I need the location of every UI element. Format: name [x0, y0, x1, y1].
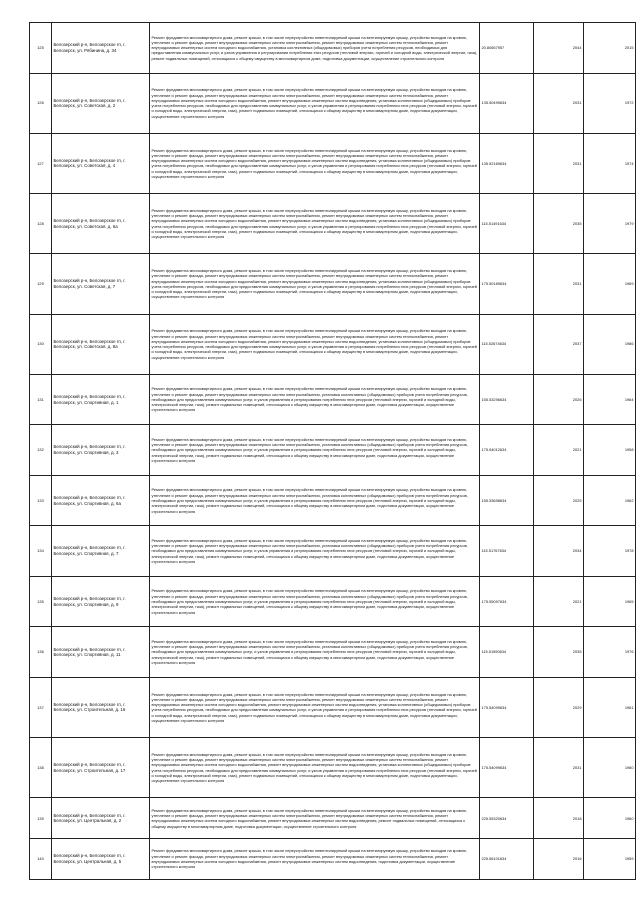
row-number-cell: 127 — [30, 133, 52, 193]
cost-cell: 225.55320634 — [480, 798, 534, 839]
address-cell: Белозерский р-н, Белозерское гп, г. Белозерск, ул. Спортивная, д. 9 — [52, 576, 150, 627]
cost-cell: 175.54099634 — [480, 738, 534, 798]
table-row — [30, 526, 636, 577]
address-cell: Белозерский р-н, Белозерское гп, г. Белозерск, ул. Строительная, д. 16 — [52, 677, 150, 737]
address-cell: Белозерский р-н, Белозерское гп, г. Белозерск, ул. Спортивная, д. 3 — [52, 425, 150, 476]
row-number-cell: 130 — [30, 314, 52, 374]
build-year-cell: 1960 — [584, 798, 636, 839]
works-list-cell: Ремонт фундамента многоквартирного дома, ремонт крыши, в том числе переустройство невентилируемой крыши на вентилируемую крышу, устройство выходов на кровлю, утепление и ремонт фасада, ремонт внутридомовых инженерных систем электроснабжения, ремонт внутридомовых инженерных систем теплоснабжения, ремонт внутридомовых инженерных систем холодного водоснабжения, ремонт внутридомовых инженерных систем водоотведения, установка коллективных (общедомовых) приборов учета потребления ресурсов, необходимых для предоставления коммунальных услуг, и узлов управления и регулирования потребления этих ресурсов (тепловой энергии, горячей и холодной воды, электрической энергии, газа), ремонт подвальных помещений, относящихся к общему имуществу в многоквартирном доме, подготовка документации, осуществление строительного контроля — [150, 73, 480, 133]
address-cell: Белозерский р-н, Белозерское гп, г. Белозерск, ул. Советская, д. 4 — [52, 133, 150, 193]
table-row — [30, 314, 636, 374]
address-cell: Белозерский р-н, Белозерское гп, г. Белозерск, ул. Строительная, д. 17 — [52, 738, 150, 798]
table-row — [30, 73, 636, 133]
row-number-cell: 126 — [30, 73, 52, 133]
works-list-cell: Ремонт фундамента многоквартирного дома, ремонт крыши, в том числе переустройство невентилируемой крыши на вентилируемую крышу, устройство выходов на кровлю, утепление и ремонт фасада, ремонт внутридомовых инженерных систем электроснабжения, ремонт внутридомовых инженерных систем теплоснабжения, ремонт внутридомовых инженерных систем холодного водоснабжения, ремонт внутридомовых инженерных систем водоотведения, установка коллективных (общедомовых) приборов учета потребления ресурсов, необходимых для предоставления коммунальных услуг, и узлов управления и регулирования потребления этих ресурсов (тепловой энергии, горячей и холодной воды, электрической энергии, газа), ремонт подвальных помещений, относящихся к общему имуществу в многоквартирном доме, подготовка документации, осуществление строительного контроля — [150, 133, 480, 193]
row-number-cell: 129 — [30, 254, 52, 314]
table-row — [30, 839, 636, 880]
build-year-cell: 1962 — [584, 475, 636, 526]
build-year-cell: 1958 — [584, 425, 636, 476]
row-number-cell: 140 — [30, 839, 52, 880]
planned-year-cell: 2016 — [534, 839, 584, 880]
works-list-cell: Ремонт фундамента многоквартирного дома, ремонт крыши, в том числе переустройство невентилируемой крыши на вентилируемую крышу, устройство выходов на кровлю, утепление и ремонт фасада, ремонт внутридомовых инженерных систем электроснабжения, ремонт внутридомовых инженерных систем теплоснабжения, ремонт внутридомовых инженерных систем холодного водоснабжения, ремонт внутридомовых инженерных систем водоотведения, подготовка документации, осуществление строительного контроля — [150, 839, 480, 880]
table-row — [30, 677, 636, 737]
table-row — [30, 627, 636, 678]
planned-year-cell: 2031 — [534, 254, 584, 314]
row-number-cell: 125 — [30, 23, 52, 74]
cost-cell: 115.51590634 — [480, 627, 534, 678]
address-cell: Белозерский р-н, Белозерское гп, г. Белозерск, ул. Советская, д. 2 — [52, 73, 150, 133]
build-year-cell: 2015 — [584, 23, 636, 74]
works-list-cell: Ремонт фундамента многоквартирного дома, ремонт крыши, в том числе переустройство невентилируемой крыши на вентилируемую крышу, устройство выходов на кровлю, утепление и ремонт фасада, ремонт внутридомовых инженерных систем электроснабжения, ремонт внутридомовых инженерных систем теплоснабжения, ремонт внутридомовых инженерных систем холодного водоснабжения, ремонт внутридомовых инженерных систем водоотведения, установка коллективных (общедомовых) приборов учета потребления ресурсов, необходимых для предоставления коммунальных услуг, и узлов управления и регулирования потребления этих ресурсов (тепловой энергии, горячей и холодной воды, электрической энергии, газа), ремонт подвальных помещений, относящихся к общему имуществу в многоквартирном доме, подготовка документации, осуществление строительного контроля — [150, 254, 480, 314]
row-number-cell: 133 — [30, 475, 52, 526]
address-cell: Белозерский р-н, Белозерское гп, г. Белозерск, ул. Центральная, д. 2 — [52, 798, 150, 839]
table-row — [30, 254, 636, 314]
cost-cell: 115.52674634 — [480, 314, 534, 374]
build-year-cell: 1974 — [584, 133, 636, 193]
address-cell: Белозерский р-н, Белозерское гп, г. Белозерск, ул. Советская, д. 8а — [52, 314, 150, 374]
cost-cell: 20.80657957 — [480, 23, 534, 74]
cost-cell: 225.56101634 — [480, 839, 534, 880]
planned-year-cell: 2018 — [534, 798, 584, 839]
row-number-cell: 131 — [30, 374, 52, 425]
build-year-cell: 1959 — [584, 839, 636, 880]
cost-cell: 155.53296634 — [480, 374, 534, 425]
build-year-cell: 1964 — [584, 374, 636, 425]
table-row — [30, 475, 636, 526]
row-number-cell: 137 — [30, 677, 52, 737]
works-list-cell: Ремонт фундамента многоквартирного дома, ремонт крыши, в том числе переустройство невентилируемой крыши на вентилируемую крышу, устройство выходов на кровлю, утепление и ремонт фасада, ремонт внутридомовых инженерных систем электроснабжения, ремонт внутридомовых инженерных систем теплоснабжения, ремонт внутридомовых инженерных систем холодного водоснабжения, ремонт внутридомовых инженерных систем водоотведения, установка коллективных (общедомовых) приборов учета потребления ресурсов, необходимых для предоставления коммунальных услуг, и узлов управления и регулирования потребления этих ресурсов (тепловой энергии, горячей и холодной воды, электрической энергии, газа), ремонт подвальных помещений, относящихся к общему имуществу в многоквартирном доме, подготовка документации, осуществление строительного контроля — [150, 738, 480, 798]
build-year-cell: 1961 — [584, 677, 636, 737]
planned-year-cell: 2029 — [534, 677, 584, 737]
row-number-cell: 138 — [30, 738, 52, 798]
planned-year-cell: 2035 — [534, 194, 584, 254]
planned-year-cell: 2044 — [534, 23, 584, 74]
cost-cell: 175.54012634 — [480, 425, 534, 476]
cost-cell: 135.50499634 — [480, 73, 534, 133]
table-row — [30, 133, 636, 193]
cost-cell: 135.52169634 — [480, 133, 534, 193]
table-row — [30, 425, 636, 476]
planned-year-cell: 2035 — [534, 627, 584, 678]
cost-cell: 175.55097634 — [480, 576, 534, 627]
planned-year-cell: 2037 — [534, 314, 584, 374]
address-cell: Белозерский р-н, Белозерское гп, г. Белозерск, ул. Спортивная, д. 6а — [52, 475, 150, 526]
works-list-cell: Ремонт фундамента многоквартирного дома, ремонт крыши, в том числе переустройство невентилируемой крыши на вентилируемую крышу, устройство выходов на кровлю, утепление и ремонт фасада, ремонт внутридомовых инженерных систем электроснабжения, установка коллективных (общедомовых) приборов учета потребления ресурсов, необходимых для предоставления коммунальных услуг, и узлов управления и регулирования потребления этих ресурсов (тепловой энергии, горячей и холодной воды, электрической энергии, газа), ремонт подвальных помещений, относящихся к общему имуществу в многоквартирном доме, подготовка документации, осуществление строительного контроля — [150, 526, 480, 577]
table-row — [30, 576, 636, 627]
works-list-cell: Ремонт фундамента многоквартирного дома, ремонт крыши, в том числе переустройство невентилируемой крыши на вентилируемую крышу, устройство выходов на кровлю, утепление и ремонт фасада, ремонт внутридомовых инженерных систем электроснабжения, установка коллективных (общедомовых) приборов учета потребления ресурсов, необходимых для предоставления коммунальных услуг, и узлов управления и регулирования потребления этих ресурсов (тепловой энергии, горячей и холодной воды, электрической энергии, газа), ремонт подвальных помещений, относящихся к общему имуществу в многоквартирном доме, подготовка документации, осуществление строительного контроля — [150, 627, 480, 678]
planned-year-cell: 2026 — [534, 374, 584, 425]
row-number-cell: 134 — [30, 526, 52, 577]
table-row — [30, 194, 636, 254]
address-cell: Белозерский р-н, Белозерское гп, г. Белозерск, ул. Советская, д. 7 — [52, 254, 150, 314]
build-year-cell: 1960 — [584, 738, 636, 798]
row-number-cell: 139 — [30, 798, 52, 839]
planned-year-cell: 2031 — [534, 738, 584, 798]
planned-year-cell: 2031 — [534, 73, 584, 133]
planned-year-cell: 2025 — [534, 475, 584, 526]
build-year-cell: 1979 — [584, 194, 636, 254]
address-cell: Белозерский р-н, Белозерское гп, г. Белозерск, ул. Рябинина, д. 34 — [52, 23, 150, 74]
works-list-cell: Ремонт фундамента многоквартирного дома, ремонт крыши, в том числе переустройство невентилируемой крыши на вентилируемую крышу, устройство выходов на кровлю, утепление и ремонт фасада, ремонт внутридомовых инженерных систем электроснабжения, ремонт внутридомовых инженерных систем теплоснабжения, ремонт внутридомовых инженерных систем холодного водоснабжения, установка коллективных (общедомовых) приборов учета потребления ресурсов, необходимых для предоставления коммунальных услуг, и узлов управления и регулирования потребления этих ресурсов (тепловой энергии, горячей и холодной воды, электрической энергии, газа), ремонт подвальных помещений, относящихся к общему имуществу в многоквартирном доме, подготовка документации, осуществление строительного контроля — [150, 23, 480, 74]
cost-cell: 155.53698634 — [480, 475, 534, 526]
address-cell: Белозерский р-н, Белозерское гп, г. Белозерск, ул. Спортивная, д. 7 — [52, 526, 150, 577]
works-list-cell: Ремонт фундамента многоквартирного дома, ремонт крыши, в том числе переустройство невентилируемой крыши на вентилируемую крышу, устройство выходов на кровлю, утепление и ремонт фасада, ремонт внутридомовых инженерных систем электроснабжения, ремонт внутридомовых инженерных систем теплоснабжения, ремонт внутридомовых инженерных систем холодного водоснабжения, ремонт внутридомовых инженерных систем водоотведения, установка коллективных (общедомовых) приборов учета потребления ресурсов, необходимых для предоставления коммунальных услуг, и узлов управления и регулирования потребления этих ресурсов (тепловой энергии, горячей и холодной воды, электрической энергии, газа), ремонт подвальных помещений, относящихся к общему имуществу в многоквартирном доме, подготовка документации, осуществление строительного контроля — [150, 314, 480, 374]
address-cell: Белозерский р-н, Белозерское гп, г. Белозерск, ул. Спортивная, д. 11 — [52, 627, 150, 678]
table-row — [30, 738, 636, 798]
table-row — [30, 23, 636, 74]
planned-year-cell: 2021 — [534, 576, 584, 627]
build-year-cell: 1986 — [584, 314, 636, 374]
works-list-cell: Ремонт фундамента многоквартирного дома, ремонт крыши, в том числе переустройство невентилируемой крыши на вентилируемую крышу, устройство выходов на кровлю, утепление и ремонт фасада, ремонт внутридомовых инженерных систем электроснабжения, ремонт внутридомовых инженерных систем теплоснабжения, ремонт внутридомовых инженерных систем холодного водоснабжения, ремонт внутридомовых инженерных систем водоотведения, установка коллективных (общедомовых) приборов учета потребления ресурсов, необходимых для предоставления коммунальных услуг, и узлов управления и регулирования потребления этих ресурсов (тепловой энергии, горячей и холодной воды, электрической энергии, газа), ремонт подвальных помещений, относящихся к общему имуществу в многоквартирном доме, подготовка документации, осуществление строительного контроля — [150, 194, 480, 254]
works-list-cell: Ремонт фундамента многоквартирного дома, ремонт крыши, в том числе переустройство невентилируемой крыши на вентилируемую крышу, устройство выходов на кровлю, утепление и ремонт фасада, ремонт внутридомовых инженерных систем электроснабжения, установка коллективных (общедомовых) приборов учета потребления ресурсов, необходимых для предоставления коммунальных услуг, и узлов управления и регулирования потребления этих ресурсов (тепловой энергии, горячей и холодной воды, электрической энергии, газа), ремонт подвальных помещений, относящихся к общему имуществу в многоквартирном доме, подготовка документации, осуществление строительного контроля — [150, 374, 480, 425]
works-list-cell: Ремонт фундамента многоквартирного дома, ремонт крыши, в том числе переустройство невентилируемой крыши на вентилируемую крышу, устройство выходов на кровлю, утепление и ремонт фасада, ремонт внутридомовых инженерных систем электроснабжения, установка коллективных (общедомовых) приборов учета потребления ресурсов, необходимых для предоставления коммунальных услуг, и узлов управления и регулирования потребления этих ресурсов (тепловой энергии, горячей и холодной воды, электрической энергии, газа), ремонт подвальных помещений, относящихся к общему имуществу в многоквартирном доме, подготовка документации, осуществление строительного контроля — [150, 425, 480, 476]
planned-year-cell: 2021 — [534, 425, 584, 476]
row-number-cell: 136 — [30, 627, 52, 678]
build-year-cell: 1972 — [584, 73, 636, 133]
works-list-cell: Ремонт фундамента многоквартирного дома, ремонт крыши, в том числе переустройство невентилируемой крыши на вентилируемую крышу, устройство выходов на кровлю, утепление и ремонт фасада, ремонт внутридомовых инженерных систем электроснабжения, ремонт внутридомовых инженерных систем теплоснабжения, ремонт внутридомовых инженерных систем холодного водоснабжения, ремонт внутридомовых инженерных систем водоотведения, ремонт подвальных помещений, относящихся к общему имуществу в многоквартирном доме, подготовка документации, осуществление строительного контроля — [150, 798, 480, 839]
cost-cell: 175.54099634 — [480, 677, 534, 737]
row-number-cell: 135 — [30, 576, 52, 627]
works-list-cell: Ремонт фундамента многоквартирного дома, ремонт крыши, в том числе переустройство невентилируемой крыши на вентилируемую крышу, устройство выходов на кровлю, утепление и ремонт фасада, ремонт внутридомовых инженерных систем электроснабжения, установка коллективных (общедомовых) приборов учета потребления ресурсов, необходимых для предоставления коммунальных услуг, и узлов управления и регулирования потребления этих ресурсов (тепловой энергии, горячей и холодной воды, электрической энергии, газа), ремонт подвальных помещений, относящихся к общему имуществу в многоквартирном доме, подготовка документации, осуществление строительного контроля — [150, 576, 480, 627]
cost-cell: 175.50189634 — [480, 254, 534, 314]
row-number-cell: 128 — [30, 194, 52, 254]
address-cell: Белозерский р-н, Белозерское гп, г. Белозерск, ул. Спортивная, д. 1 — [52, 374, 150, 425]
cost-cell: 115.51767634 — [480, 526, 534, 577]
build-year-cell: 1976 — [584, 627, 636, 678]
build-year-cell: 1969 — [584, 254, 636, 314]
table-row — [30, 374, 636, 425]
planned-year-cell: 2031 — [534, 133, 584, 193]
table-row — [30, 798, 636, 839]
row-number-cell: 132 — [30, 425, 52, 476]
address-cell: Белозерский р-н, Белозерское гп, г. Белозерск, ул. Центральная, д. 5 — [52, 839, 150, 880]
address-cell: Белозерский р-н, Белозерское гп, г. Белозерск, ул. Советская, д. 6а — [52, 194, 150, 254]
capital-repair-table — [29, 22, 636, 880]
works-list-cell: Ремонт фундамента многоквартирного дома, ремонт крыши, в том числе переустройство невентилируемой крыши на вентилируемую крышу, устройство выходов на кровлю, утепление и ремонт фасада, ремонт внутридомовых инженерных систем электроснабжения, ремонт внутридомовых инженерных систем теплоснабжения, ремонт внутридомовых инженерных систем холодного водоснабжения, ремонт внутридомовых инженерных систем водоотведения, установка коллективных (общедомовых) приборов учета потребления ресурсов, необходимых для предоставления коммунальных услуг, и узлов управления и регулирования потребления этих ресурсов (тепловой энергии, горячей и холодной воды, электрической энергии, газа), ремонт подвальных помещений, относящихся к общему имуществу в многоквартирном доме, подготовка документации, осуществление строительного контроля — [150, 677, 480, 737]
cost-cell: 115.51491634 — [480, 194, 534, 254]
planned-year-cell: 2034 — [534, 526, 584, 577]
build-year-cell: 1965 — [584, 576, 636, 627]
build-year-cell: 1978 — [584, 526, 636, 577]
table-body — [30, 23, 636, 880]
works-list-cell: Ремонт фундамента многоквартирного дома, ремонт крыши, в том числе переустройство невентилируемой крыши на вентилируемую крышу, устройство выходов на кровлю, утепление и ремонт фасада, ремонт внутридомовых инженерных систем электроснабжения, установка коллективных (общедомовых) приборов учета потребления ресурсов, необходимых для предоставления коммунальных услуг, и узлов управления и регулирования потребления этих ресурсов (тепловой энергии, горячей и холодной воды, электрической энергии, газа), ремонт подвальных помещений, относящихся к общему имуществу в многоквартирном доме, подготовка документации, осуществление строительного контроля — [150, 475, 480, 526]
